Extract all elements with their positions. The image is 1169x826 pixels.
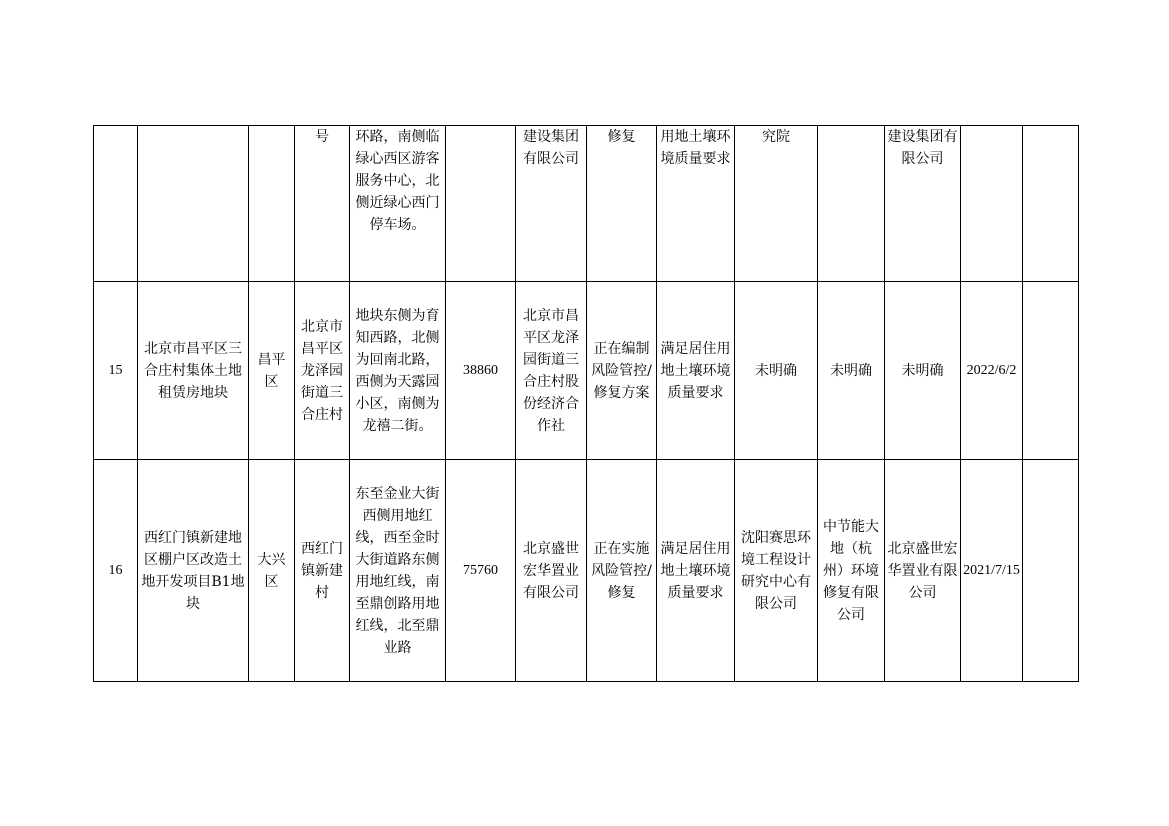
cell-target: 满足居住用地土壤环境质量要求 (657, 460, 735, 682)
cell-remediation-unit: 未明确 (818, 282, 885, 460)
cell-boundary: 环路，南侧临绿心西区游客服务中心，北侧近绿心西门停车场。 (350, 126, 446, 282)
cell-district (249, 126, 295, 282)
cell-name (138, 126, 249, 282)
cell-status: 修复 (587, 126, 657, 282)
cell-status: 正在实施风险管控/修复 (587, 460, 657, 682)
cell-remediation-unit (818, 126, 885, 282)
table-row (94, 460, 1079, 682)
cell-note (1023, 460, 1079, 682)
cell-date (961, 126, 1023, 282)
site-list-table (93, 125, 1079, 682)
cell-owner: 北京盛世宏华置业有限公司 (516, 460, 587, 682)
cell-no: 16 (94, 460, 138, 682)
cell-no (94, 126, 138, 282)
cell-location: 北京市昌平区龙泽园街道三合庄村 (295, 282, 350, 460)
cell-survey-unit: 究院 (735, 126, 818, 282)
cell-responsible: 未明确 (885, 282, 961, 460)
cell-responsible: 建设集团有限公司 (885, 126, 961, 282)
cell-note (1023, 126, 1079, 282)
cell-name: 西红门镇新建地区棚户区改造土地开发项目B1地块 (138, 460, 249, 682)
cell-target: 用地土壤环境质量要求 (657, 126, 735, 282)
cell-owner: 建设集团有限公司 (516, 126, 587, 282)
cell-area: 75760 (446, 460, 516, 682)
cell-note (1023, 282, 1079, 460)
cell-district: 大兴区 (249, 460, 295, 682)
cell-area (446, 126, 516, 282)
cell-date: 2021/7/15 (961, 460, 1023, 682)
cell-survey-unit: 沈阳赛思环境工程设计研究中心有限公司 (735, 460, 818, 682)
cell-owner: 北京市昌平区龙泽园街道三合庄村股份经济合作社 (516, 282, 587, 460)
cell-no: 15 (94, 282, 138, 460)
cell-district: 昌平区 (249, 282, 295, 460)
cell-remediation-unit: 中节能大地（杭州）环境修复有限公司 (818, 460, 885, 682)
cell-boundary: 东至金业大街西侧用地红线，西至金时大街道路东侧用地红线，南至鼎创路用地红线，北至鼎业路 (350, 460, 446, 682)
cell-date: 2022/6/2 (961, 282, 1023, 460)
table-row (94, 126, 1079, 282)
cell-location: 西红门镇新建村 (295, 460, 350, 682)
cell-responsible: 北京盛世宏华置业有限公司 (885, 460, 961, 682)
cell-target: 满足居住用地土壤环境质量要求 (657, 282, 735, 460)
cell-area: 38860 (446, 282, 516, 460)
cell-status: 正在编制风险管控/修复方案 (587, 282, 657, 460)
cell-survey-unit: 未明确 (735, 282, 818, 460)
cell-location: 号 (295, 126, 350, 282)
table-row (94, 282, 1079, 460)
cell-name: 北京市昌平区三合庄村集体土地租赁房地块 (138, 282, 249, 460)
cell-boundary: 地块东侧为育知西路，北侧为回南北路，西侧为天露园小区，南侧为龙禧二街。 (350, 282, 446, 460)
